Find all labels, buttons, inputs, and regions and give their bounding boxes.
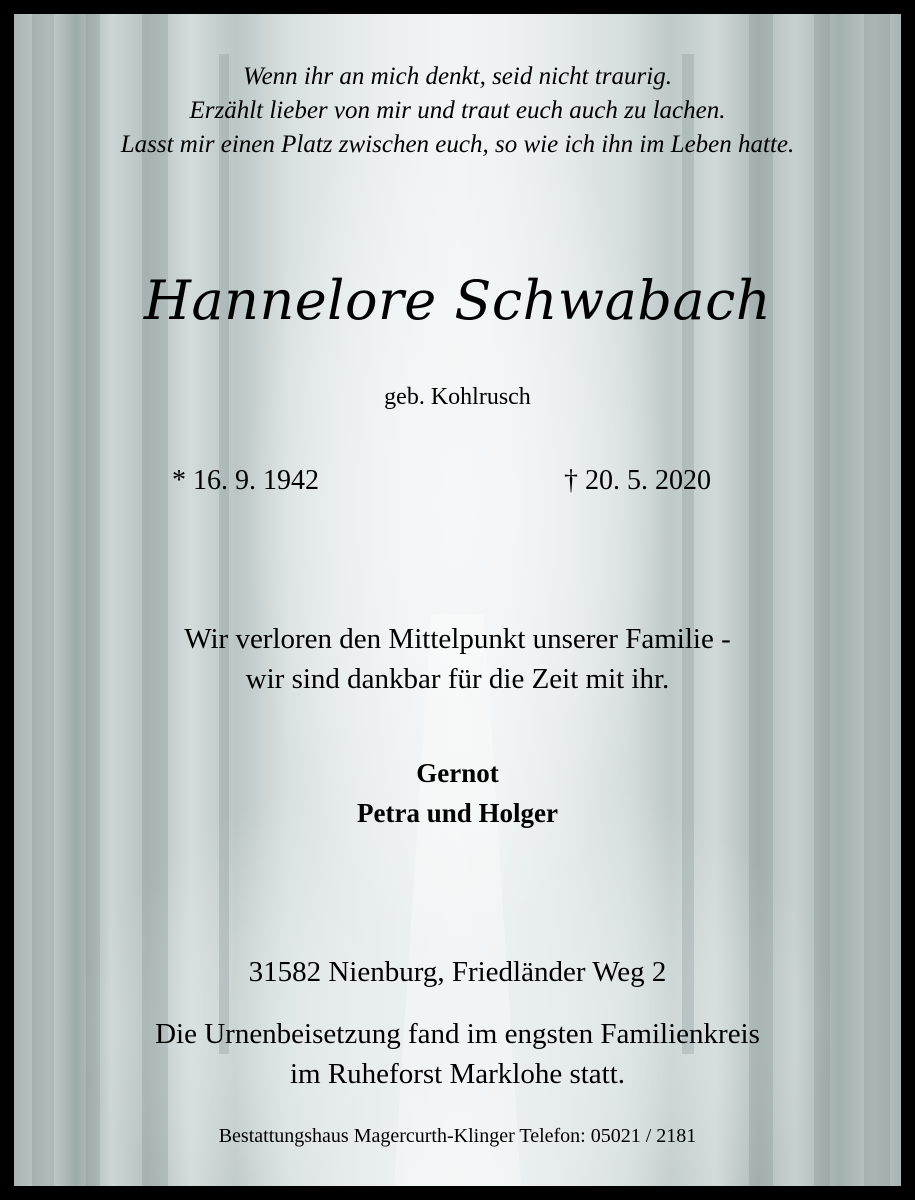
mourner-line-2: Petra und Holger <box>357 798 558 828</box>
forest-path-background <box>14 14 901 1186</box>
quote-line-1: Wenn ihr an mich denkt, seid nicht traurig. <box>243 63 672 90</box>
quote-line-3: Lasst mir einen Platz zwischen euch, so wie ich ihn im Leben hatte. <box>120 131 795 158</box>
obituary-notice <box>14 14 901 1186</box>
message-line-2: wir sind dankbar für die Zeit mit ihr. <box>245 663 670 695</box>
funeral-home-footer: Bestattungshaus Magercurth-Klinger Telefon: 05021 / 2181 <box>218 1125 697 1147</box>
message-line-1: Wir verloren den Mittelpunkt unserer Familie - <box>184 623 731 655</box>
deceased-name: Hannelore Schwabach <box>143 269 772 332</box>
quote-line-2: Erzählt lieber von mir und traut euch auch zu lachen. <box>189 97 726 124</box>
birth-date: * 16. 9. 1942 <box>172 465 319 496</box>
mourner-line-1: Gernot <box>416 758 499 788</box>
address: 31582 Nienburg, Friedländer Weg 2 <box>248 956 667 988</box>
death-date: † 20. 5. 2020 <box>564 465 711 496</box>
burial-line-2: im Ruheforst Marklohe statt. <box>289 1058 626 1090</box>
burial-line-1: Die Urnenbeisetzung fand im engsten Familienkreis <box>155 1018 760 1050</box>
maiden-name: geb. Kohlrusch <box>384 384 531 410</box>
